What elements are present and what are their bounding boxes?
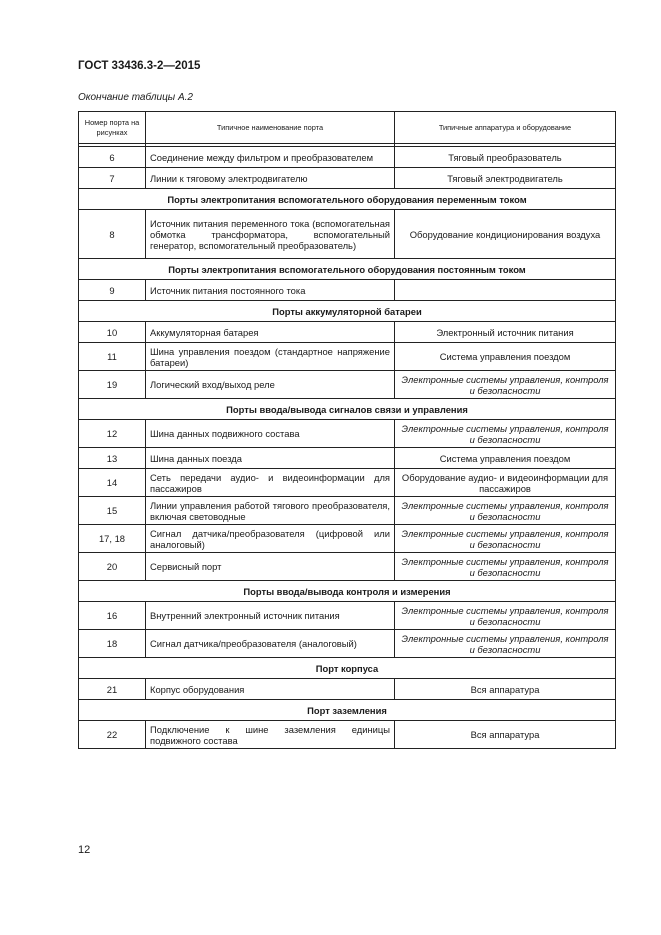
section-title: Порты аккумуляторной батареи [79, 301, 616, 322]
port-name: Источник питания постоянного тока [146, 280, 395, 301]
port-name: Аккумуляторная батарея [146, 322, 395, 343]
column-header-port-number: Номер порта на рисунках [79, 112, 146, 144]
port-name: Шина данных поезда [146, 448, 395, 469]
section-title: Порты электропитания вспомогательного оборудования переменным током [79, 189, 616, 210]
section-row [79, 259, 616, 280]
section-title: Порт заземления [79, 700, 616, 721]
port-name: Шина данных подвижного состава [146, 420, 395, 448]
table-row [79, 721, 616, 749]
table-row [79, 147, 616, 168]
port-number: 19 [79, 371, 146, 399]
table-row [79, 343, 616, 371]
port-number: 13 [79, 448, 146, 469]
table-row [79, 679, 616, 700]
port-equipment: Электронный источник питания [395, 322, 616, 343]
port-name: Линии к тяговому электродвигателю [146, 168, 395, 189]
port-number: 9 [79, 280, 146, 301]
port-equipment: Тяговый электродвигатель [395, 168, 616, 189]
port-equipment: Электронные системы управления, контроля и безопасности [395, 420, 616, 448]
ports-table [78, 111, 616, 749]
port-number: 17, 18 [79, 525, 146, 553]
table-row [79, 630, 616, 658]
table-row [79, 602, 616, 630]
port-name: Соединение между фильтром и преобразователем [146, 147, 395, 168]
table-row [79, 322, 616, 343]
column-header-port-name: Типичное наименование порта [146, 112, 395, 144]
section-row [79, 399, 616, 420]
port-number: 18 [79, 630, 146, 658]
port-equipment: Электронные системы управления, контроля и безопасности [395, 371, 616, 399]
port-name: Логический вход/выход реле [146, 371, 395, 399]
port-equipment [395, 280, 616, 301]
port-name: Корпус оборудования [146, 679, 395, 700]
port-equipment: Вся аппаратура [395, 721, 616, 749]
port-number: 22 [79, 721, 146, 749]
port-number: 11 [79, 343, 146, 371]
section-row [79, 301, 616, 322]
port-equipment: Электронные системы управления, контроля и безопасности [395, 497, 616, 525]
port-equipment: Система управления поездом [395, 343, 616, 371]
port-name: Сигнал датчика/преобразователя (цифровой или аналоговый) [146, 525, 395, 553]
port-equipment: Оборудование аудио- и видеоинформации для пассажиров [395, 469, 616, 497]
section-row [79, 700, 616, 721]
column-header-equipment: Типичные аппаратура и оборудование [395, 112, 616, 144]
port-number: 21 [79, 679, 146, 700]
port-number: 14 [79, 469, 146, 497]
table-header-row [79, 112, 616, 144]
port-number: 12 [79, 420, 146, 448]
port-number: 10 [79, 322, 146, 343]
table-row [79, 525, 616, 553]
port-equipment: Тяговый преобразователь [395, 147, 616, 168]
port-number: 7 [79, 168, 146, 189]
port-equipment: Оборудование кондиционирования воздуха [395, 210, 616, 259]
table-row [79, 448, 616, 469]
port-equipment: Электронные системы управления, контроля и безопасности [395, 553, 616, 581]
table-row [79, 497, 616, 525]
section-row [79, 658, 616, 679]
table-row [79, 553, 616, 581]
port-number: 6 [79, 147, 146, 168]
section-title: Порты ввода/вывода сигналов связи и управления [79, 399, 616, 420]
port-number: 8 [79, 210, 146, 259]
document-code: ГОСТ 33436.3-2—2015 [78, 60, 201, 72]
port-equipment: Электронные системы управления, контроля и безопасности [395, 525, 616, 553]
section-row [79, 581, 616, 602]
section-title: Порты ввода/вывода контроля и измерения [79, 581, 616, 602]
section-title: Порт корпуса [79, 658, 616, 679]
port-number: 16 [79, 602, 146, 630]
port-equipment: Вся аппаратура [395, 679, 616, 700]
table-row [79, 210, 616, 259]
table-row [79, 168, 616, 189]
table-row [79, 469, 616, 497]
port-name: Источник питания переменного тока (вспомогательная обмотка трансформатора, вспомогательный генератор, вспомогательный преобразователь) [146, 210, 395, 259]
port-number: 20 [79, 553, 146, 581]
table-caption: Окончание таблицы А.2 [78, 92, 193, 103]
port-number: 15 [79, 497, 146, 525]
port-name: Сигнал датчика/преобразователя (аналоговый) [146, 630, 395, 658]
table-row [79, 371, 616, 399]
port-equipment: Система управления поездом [395, 448, 616, 469]
page-number: 12 [78, 844, 91, 856]
port-name: Внутренний электронный источник питания [146, 602, 395, 630]
port-name: Сеть передачи аудио- и видеоинформации для пассажиров [146, 469, 395, 497]
port-name: Линии управления работой тягового преобразователя, включая световодные [146, 497, 395, 525]
table-row [79, 280, 616, 301]
port-name: Сервисный порт [146, 553, 395, 581]
port-equipment: Электронные системы управления, контроля и безопасности [395, 602, 616, 630]
table-row [79, 420, 616, 448]
port-name: Шина управления поездом (стандартное напряжение батареи) [146, 343, 395, 371]
section-title: Порты электропитания вспомогательного оборудования постоянным током [79, 259, 616, 280]
port-equipment: Электронные системы управления, контроля и безопасности [395, 630, 616, 658]
port-name: Подключение к шине заземления единицы подвижного состава [146, 721, 395, 749]
section-row [79, 189, 616, 210]
